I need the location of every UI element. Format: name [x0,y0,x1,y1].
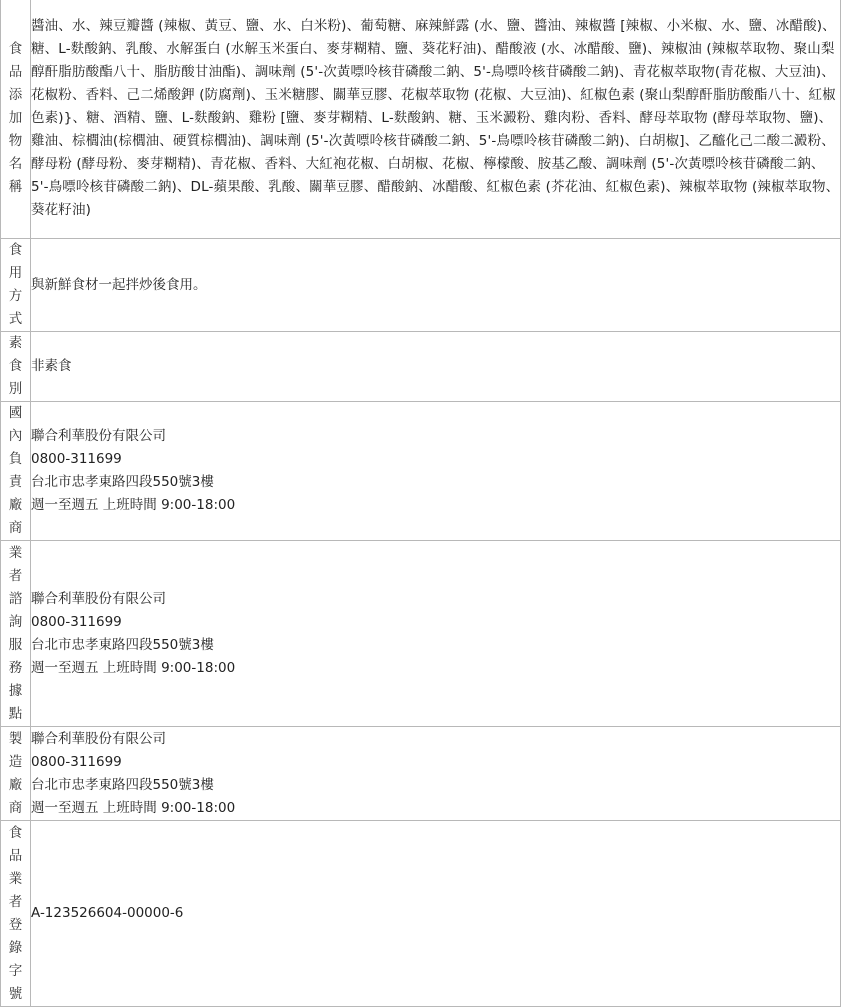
row-label [1,821,31,1007]
table-row-additives [1,0,841,239]
additives-text: 醬油、水、辣豆瓣醬 (辣椒、黃豆、鹽、水、白米粉)、葡萄糖、麻辣鮮露 (水、鹽、醬油、辣椒醬 [辣椒、小米椒、水、鹽、冰醋酸)、糖、L-麩酸鈉、乳酸、水解蛋白 (水解玉米蛋白、麥芽糊精、鹽、葵花籽油)、醋酸液 (水、冰醋酸、鹽)、辣椒油 (辣椒萃取物、聚山梨醇酐脂肪酸酯八十、脂肪酸甘油酯)、調味劑 (5'-次黃嘌呤核苷磷酸二鈉、5'-鳥嘌呤核苷磷酸二鈉)、青花椒萃取物(青花椒、大豆油)、花椒粉、香料、己二烯酸鉀 (防腐劑)、玉米糖膠、關華豆膠、花椒萃取物 (花椒、大豆油)、紅椒色素 (聚山梨醇酐脂肪酸酯八十、紅椒色素)}、糖、酒精、鹽、L-麩酸鈉、雞粉 [鹽、麥芽糊精、L-麩酸鈉、糖、玉米澱粉、雞肉粉、香料、酵母萃取物 (酵母萃取物、鹽)、雞油、棕櫚油(棕櫚油、硬質棕櫚油)、調味劑 (5'-次黃嘌呤核苷磷酸二鈉、5'-鳥嘌呤核苷磷酸二鈉)、白胡椒]、乙醯化己二酸二澱粉、酵母粉 (酵母粉、麥芽糊精)、青花椒、香料、大紅袍花椒、白胡椒、花椒、檸檬酸、胺基乙酸、調味劑 (5'-次黃嘌呤核苷磷酸二鈉、5'-鳥嘌呤核苷磷酸二鈉)、DL-蘋果酸、乳酸、關華豆膠、醋酸鈉、冰醋酸、紅椒色素 (芥花油、紅椒色素)、辣椒萃取物 (辣椒萃取物、葵花籽油) [31,18,840,218]
additives-label: 食品添加物名稱 [8,41,23,195]
row-value [31,541,841,727]
company-phone: 0800-311699 [31,613,122,630]
company-hours: 週一至週五 上班時間 9:00-18:00 [31,497,236,513]
usage-text: 與新鮮食材一起拌炒後食用。 [31,276,207,293]
row-value [31,332,841,402]
row-label [1,0,31,239]
manufacturer-label: 製造廠商 [8,730,23,816]
row-value [31,727,841,821]
row-value [31,0,841,239]
company-hours: 週一至週五 上班時間 9:00-18:00 [31,799,236,816]
row-value [31,239,841,332]
row-label [1,239,31,332]
company-address: 台北市忠孝東路四段550號3樓 [31,636,214,653]
domestic-company-label: 國內負責廠商 [8,405,23,536]
registration-label: 食品業者登錄字號 [8,824,23,1002]
company-name: 聯合利華股份有限公司 [31,590,166,607]
usage-label: 食用方式 [8,242,23,327]
company-hours: 週一至週五 上班時間 9:00-18:00 [31,659,236,676]
table-row-registration [1,821,841,1007]
company-address: 台北市忠孝東路四段550號3樓 [31,474,214,490]
service-point-label: 業者諮詢服務據點 [8,544,23,722]
row-label [1,727,31,821]
row-value [31,402,841,541]
table-row-domestic-company [1,402,841,541]
row-value [31,821,841,1007]
row-label [1,332,31,402]
table-row-usage [1,239,841,332]
registration-number: A-123526604-00000-6 [31,905,184,921]
table-row-vegetarian [1,332,841,402]
company-phone: 0800-311699 [31,451,122,467]
company-address: 台北市忠孝東路四段550號3樓 [31,776,214,793]
vegetarian-text: 非素食 [31,358,72,374]
row-label [1,402,31,541]
table-row-manufacturer [1,727,841,821]
company-name: 聯合利華股份有限公司 [31,428,166,444]
company-phone: 0800-311699 [31,753,122,770]
row-label [1,541,31,727]
vegetarian-label: 素食別 [8,335,23,397]
table-row-service-point [1,541,841,727]
company-name: 聯合利華股份有限公司 [31,730,166,747]
